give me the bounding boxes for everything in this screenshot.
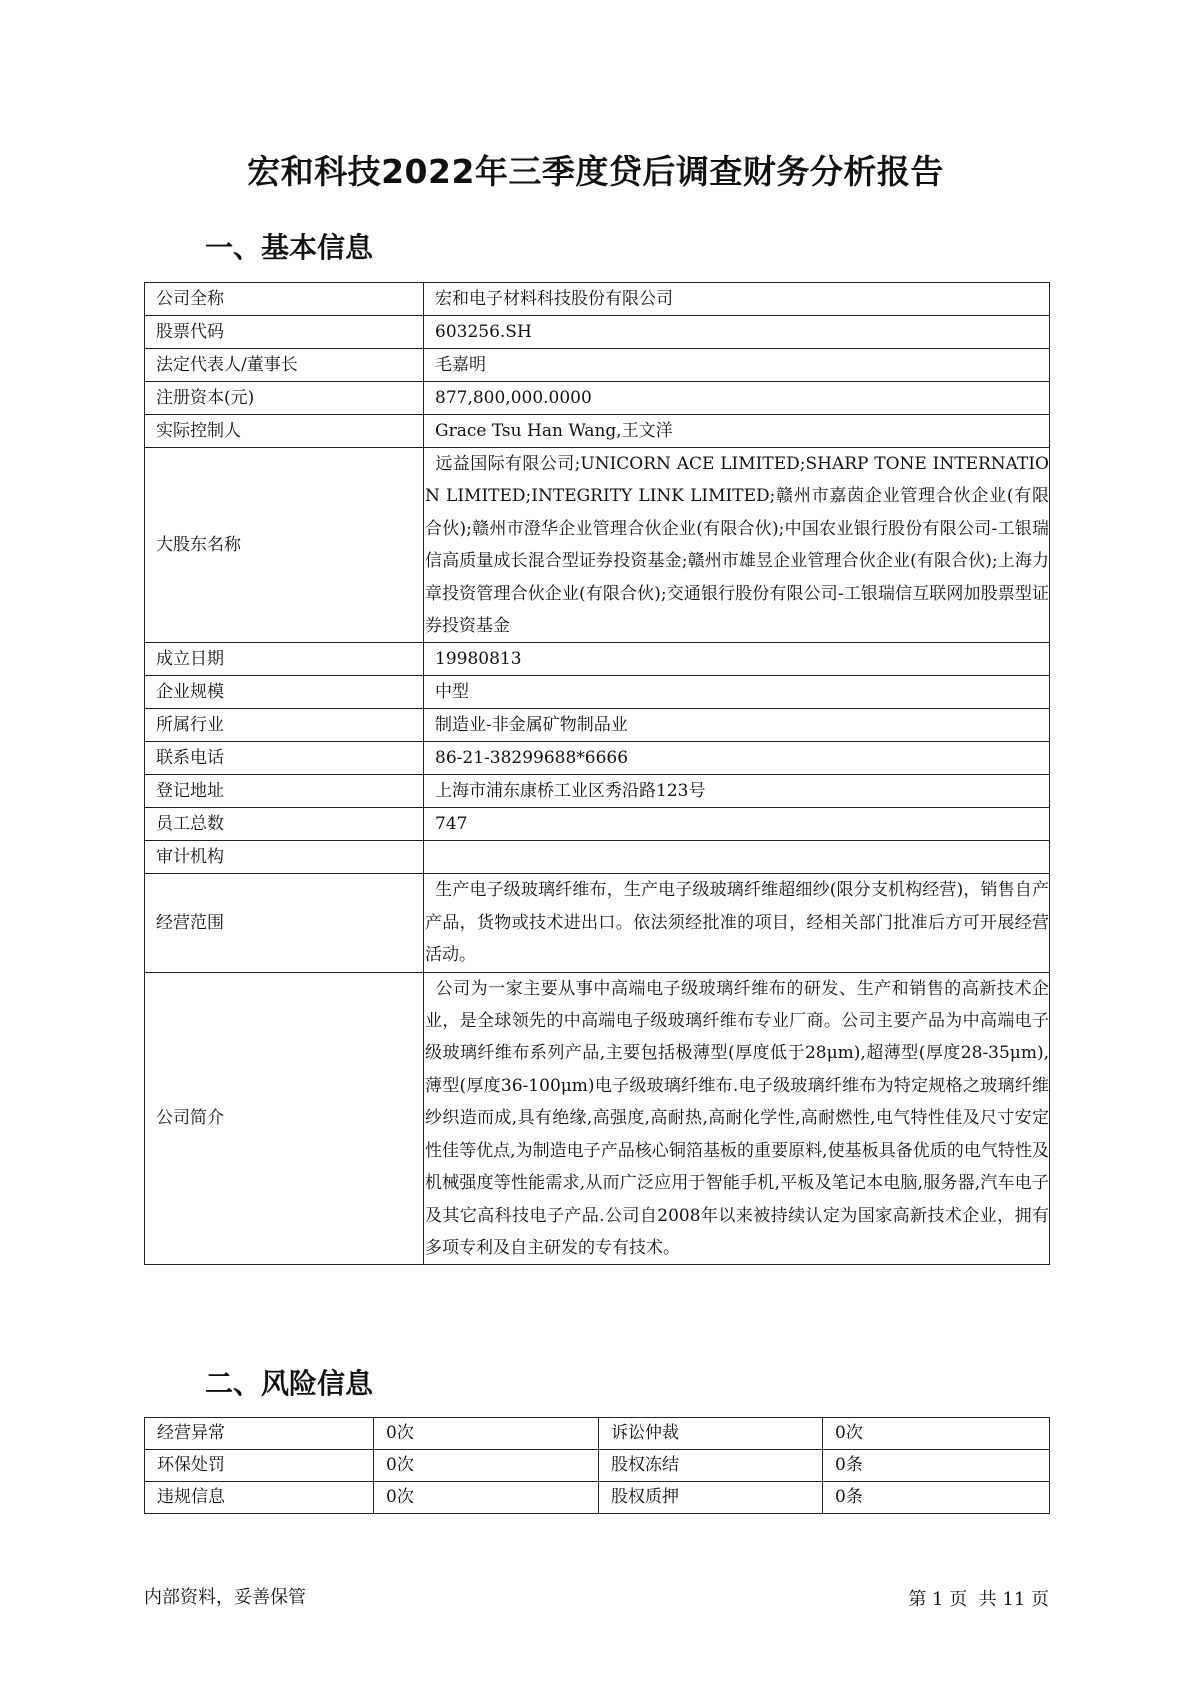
basic-info-table [144, 282, 1050, 1265]
table-row [145, 316, 1050, 349]
risk-value-litigation: 0次 [823, 1418, 1050, 1450]
row-value-employee-count: 747 [424, 808, 1050, 841]
table-row [145, 643, 1050, 676]
row-value-company-scale: 中型 [424, 676, 1050, 709]
table-row [145, 1418, 1050, 1450]
table-row [145, 709, 1050, 742]
table-row [145, 742, 1050, 775]
table-row [145, 676, 1050, 709]
row-label-business-scope: 经营范围 [145, 874, 424, 972]
row-label-established-date: 成立日期 [145, 643, 424, 676]
row-label-major-shareholders: 大股东名称 [145, 448, 424, 643]
row-label-company-scale: 企业规模 [145, 676, 424, 709]
table-row [145, 382, 1050, 415]
section-heading-risk-info: 二、风险信息 [205, 1367, 374, 1400]
row-value-audit-firm [424, 841, 1050, 874]
table-row [145, 874, 1050, 972]
risk-label-environmental-penalty: 环保处罚 [145, 1450, 374, 1482]
document-title: 宏和科技2022年三季度贷后调查财务分析报告 [247, 152, 944, 191]
row-value-legal-representative: 毛嘉明 [424, 349, 1050, 382]
row-label-actual-controller: 实际控制人 [145, 415, 424, 448]
row-label-registered-capital: 注册资本(元) [145, 382, 424, 415]
row-value-registered-address: 上海市浦东康桥工业区秀沿路123号 [424, 775, 1050, 808]
row-value-registered-capital: 877,800,000.0000 [424, 382, 1050, 415]
row-value-business-scope [424, 874, 1050, 972]
table-row [145, 972, 1050, 1265]
risk-value-violation-info: 0次 [374, 1482, 599, 1514]
table-row [145, 808, 1050, 841]
risk-info-table [144, 1417, 1050, 1514]
row-label-company-name: 公司全称 [145, 283, 424, 316]
table-row [145, 1450, 1050, 1482]
risk-label-equity-pledge: 股权质押 [599, 1482, 823, 1514]
row-label-registered-address: 登记地址 [145, 775, 424, 808]
table-row [145, 1482, 1050, 1514]
table-row [145, 841, 1050, 874]
row-label-company-profile: 公司简介 [145, 972, 424, 1265]
risk-label-litigation: 诉讼仲裁 [599, 1418, 823, 1450]
table-row [145, 448, 1050, 643]
table-row [145, 283, 1050, 316]
risk-value-environmental-penalty: 0次 [374, 1450, 599, 1482]
table-row [145, 775, 1050, 808]
risk-value-equity-pledge: 0条 [823, 1482, 1050, 1514]
row-value-company-name: 宏和电子材料科技股份有限公司 [424, 283, 1050, 316]
row-value-stock-code: 603256.SH [424, 316, 1050, 349]
table-row [145, 349, 1050, 382]
footer-confidential-note: 内部资料，妥善保管 [144, 1587, 306, 1608]
risk-label-violation-info: 违规信息 [145, 1482, 374, 1514]
risk-value-operating-anomaly: 0次 [374, 1418, 599, 1450]
business-scope-text: 生产电子级玻璃纤维布，生产电子级玻璃纤维超细纱(限分支机构经营)，销售自产产品，货物或技术进出口。依法须经批准的项目，经相关部门批准后方可开展经营活动。 [425, 880, 1049, 966]
row-label-employee-count: 员工总数 [145, 808, 424, 841]
section-heading-basic-info: 一、基本信息 [205, 231, 374, 264]
risk-label-operating-anomaly: 经营异常 [145, 1418, 374, 1450]
footer-page-number: 第 1 页 共 11 页 [908, 1589, 1049, 1610]
major-shareholders-text: 远益国际有限公司;UNICORN ACE LIMITED;SHARP TONE INTERNATION LIMITED;INTEGRITY LINK LIMITED;赣州市嘉茵企业管理合伙企业(有限合伙);赣州市澄华企业管理合伙企业(有限合伙);中国农业银行股份有限公司-工银瑞信高质量成长混合型证券投资基金;赣州市雄昱企业管理合伙企业(有限合伙);上海力章投资管理合伙企业(有限合伙);交通银行股份有限公司-工银瑞信互联网加股票型证券投资基金 [425, 454, 1049, 637]
row-label-legal-representative: 法定代表人/董事长 [145, 349, 424, 382]
risk-value-equity-freeze: 0条 [823, 1450, 1050, 1482]
row-label-stock-code: 股票代码 [145, 316, 424, 349]
row-value-industry: 制造业-非金属矿物制品业 [424, 709, 1050, 742]
row-label-phone: 联系电话 [145, 742, 424, 775]
row-value-actual-controller: Grace Tsu Han Wang,王文洋 [424, 415, 1050, 448]
row-value-established-date: 19980813 [424, 643, 1050, 676]
risk-label-equity-freeze: 股权冻结 [599, 1450, 823, 1482]
row-value-company-profile [424, 972, 1050, 1265]
row-label-industry: 所属行业 [145, 709, 424, 742]
row-label-audit-firm: 审计机构 [145, 841, 424, 874]
row-value-phone: 86-21-38299688*6666 [424, 742, 1050, 775]
company-profile-text: 公司为一家主要从事中高端电子级玻璃纤维布的研发、生产和销售的高新技术企业，是全球领先的中高端电子级玻璃纤维布专业厂商。公司主要产品为中高端电子级玻璃纤维布系列产品,主要包括极薄型(厚度低于28μm),超薄型(厚度28-35μm),薄型(厚度36-100μm)电子级玻璃纤维布.电子级玻璃纤维布为特定规格之玻璃纤维纱织造而成,具有绝缘,高强度,高耐热,高耐化学性,高耐燃性,电气特性佳及尺寸安定性佳等优点,为制造电子产品核心铜箔基板的重要原料,使基板具备优质的电气特性及机械强度等性能需求,从而广泛应用于智能手机,平板及笔记本电脑,服务器,汽车电子及其它高科技电子产品.公司自2008年以来被持续认定为国家高新技术企业，拥有多项专利及自主研发的专有技术。 [425, 978, 1049, 1258]
table-row [145, 415, 1050, 448]
row-value-major-shareholders [424, 448, 1050, 643]
